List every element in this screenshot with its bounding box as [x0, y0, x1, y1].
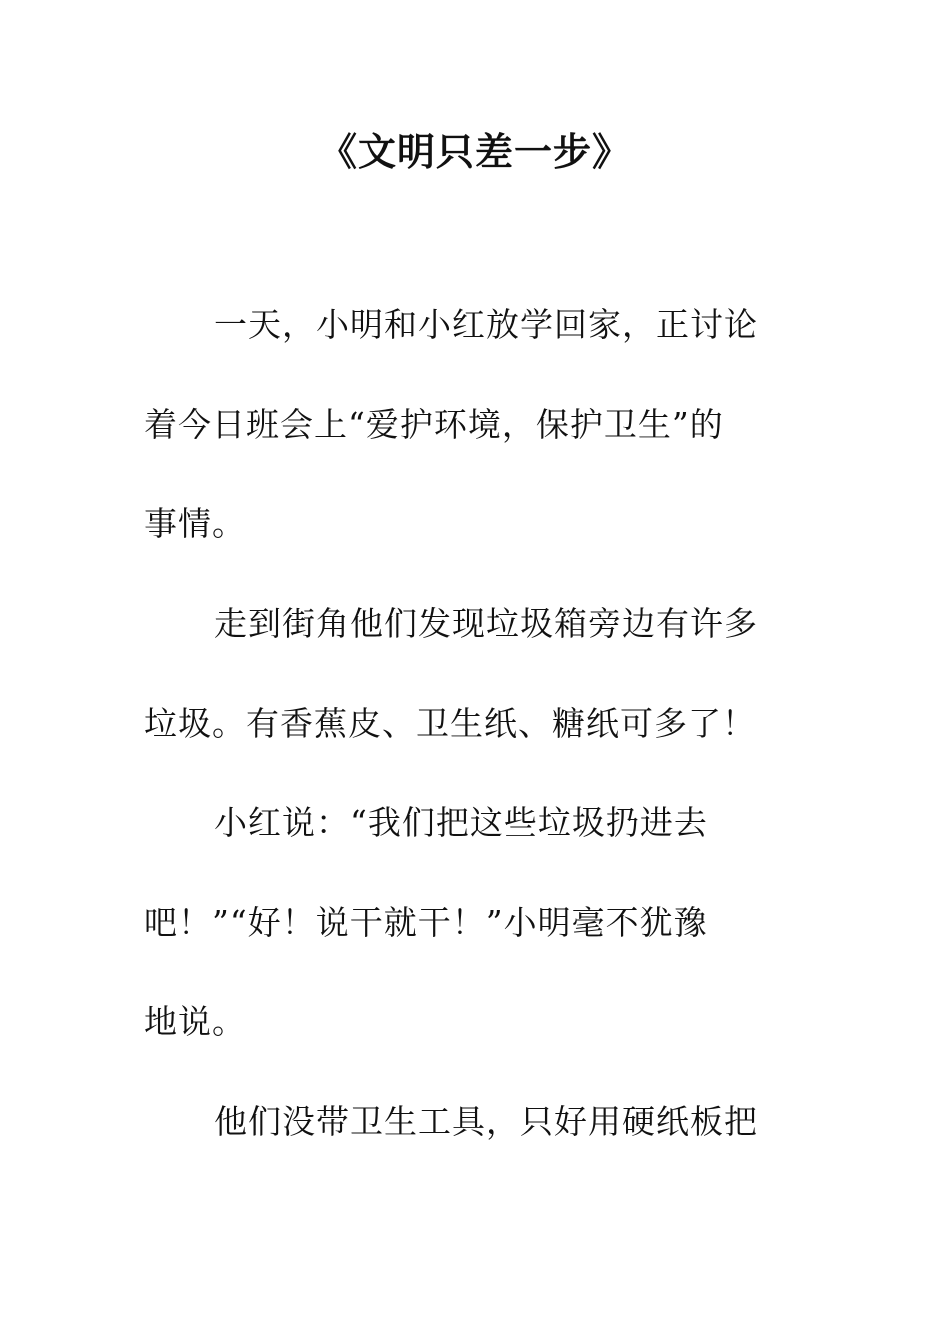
document-title: 《文明只差一步》	[318, 129, 631, 174]
paragraph-3-line-2: 吧！”“好！说干就干！”小明毫不犹豫	[144, 903, 708, 942]
paragraph-2-line-2: 垃圾。有香蕉皮、卫生纸、糖纸可多了！	[144, 704, 756, 743]
paragraph-1-line-2: 着今日班会上“爱护环境，保护卫生”的	[144, 405, 724, 444]
paragraph-3-line-3: 地说。	[144, 1002, 246, 1041]
paragraph-3-line-1: 小红说：“我们把这些垃圾扔进去	[214, 803, 708, 842]
paragraph-1-line-1: 一天，小明和小红放学回家，正讨论	[214, 305, 758, 344]
paragraph-4-line-1: 他们没带卫生工具，只好用硬纸板把	[214, 1102, 758, 1141]
paragraph-1-line-3: 事情。	[144, 504, 246, 543]
paragraph-2-line-1: 走到街角他们发现垃圾箱旁边有许多	[214, 604, 758, 643]
